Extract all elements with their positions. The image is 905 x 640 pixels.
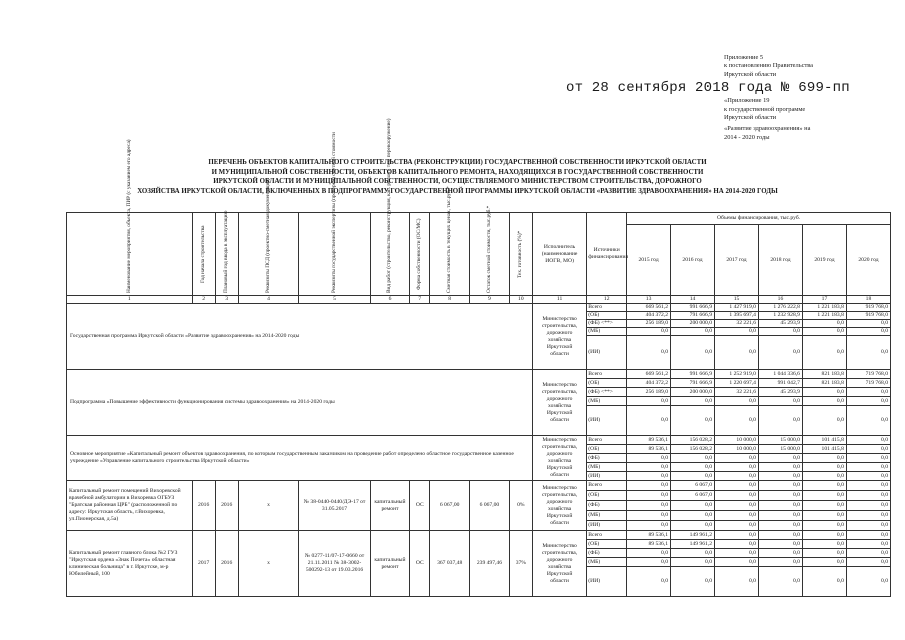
funding-value: 0,0 <box>802 567 846 597</box>
readiness: 0% <box>509 481 532 531</box>
funding-value: 0,0 <box>671 406 715 436</box>
funding-value: 0,0 <box>802 531 846 540</box>
funding-value: 149 961,2 <box>671 540 715 549</box>
funding-value: 0,0 <box>802 491 846 501</box>
funding-value: 404 372,2 <box>627 312 671 320</box>
funding-value: 0,0 <box>715 511 759 521</box>
column-number: 13 <box>627 296 671 304</box>
funding-source: (ФБ) <box>587 501 627 511</box>
executor-line: строительства, <box>541 549 578 556</box>
funding-value: 0,0 <box>846 481 890 491</box>
appendix-line: к постановлению Правительства <box>724 62 814 70</box>
appendix-line: «Приложение 19 <box>724 97 770 105</box>
funding-value: 0,0 <box>715 481 759 491</box>
psd-details: x <box>238 481 299 531</box>
funding-value: 0,0 <box>671 454 715 463</box>
executor-line: Иркутской <box>546 409 573 416</box>
year-header: 2015 год <box>627 225 671 296</box>
funding-source: (ФБ) <box>587 549 627 558</box>
column-number: 11 <box>532 296 586 304</box>
title-line: И МУНИЦИПАЛЬНОЙ СОБСТВЕННОСТИ, ОБЪЕКТОВ КАПИТАЛЬНОГО РЕМОНТА, НАХОДЯЩИХСЯ В ГОСУДАРСТВЕННОЙ СОБСТВЕННОСТИ <box>211 168 704 176</box>
col-header: Исполнитель (наименование ИОГВ, МО) <box>532 213 586 296</box>
col-header: Источники финансирования <box>587 213 627 296</box>
column-number: 15 <box>715 296 759 304</box>
funding-value: 0,0 <box>627 336 671 370</box>
funding-value: 101 415,8 <box>802 445 846 454</box>
executor-line: строительства, <box>541 388 578 395</box>
column-numbers-row <box>67 296 891 304</box>
funding-source: Всего <box>587 436 627 445</box>
funding-source: Всего <box>587 531 627 540</box>
funding-source: (МБ) <box>587 397 627 406</box>
funding-value: 0,0 <box>715 549 759 558</box>
col-header: Форма собственности (ОС/МС) <box>416 218 423 290</box>
funding-value: 0,0 <box>846 511 890 521</box>
executor-line: дорожного <box>546 395 573 402</box>
col-header: Сметная стоимость в текущих ценах, тыс.руб.* <box>446 186 453 293</box>
funding-value: 791 666,9 <box>671 312 715 320</box>
funding-value: 1 221 183,8 <box>802 304 846 312</box>
estimated-cost: 367 037,48 <box>430 531 470 597</box>
funding-value: 0,0 <box>758 406 802 436</box>
funding-value: 0,0 <box>758 397 802 406</box>
funding-value: 0,0 <box>627 549 671 558</box>
funding-value: 0,0 <box>846 328 890 336</box>
funding-value: 0,0 <box>758 463 802 472</box>
funding-source: (ИИ) <box>587 336 627 370</box>
funding-value: 0,0 <box>671 521 715 531</box>
funding-source: (МБ) <box>587 558 627 567</box>
funding-value: 0,0 <box>846 521 890 531</box>
funding-source: (ФБ) <box>587 454 627 463</box>
funding-value: 0,0 <box>715 501 759 511</box>
executor-line: дорожного <box>546 498 573 505</box>
funding-value: 0,0 <box>802 472 846 481</box>
executor-cell <box>532 436 586 481</box>
funding-value: 0,0 <box>846 472 890 481</box>
row-title: Государственная программа Иркутской области «Развитие здравоохранения» на 2014-2020 годы <box>67 304 533 370</box>
funding-value: 89 536,1 <box>627 436 671 445</box>
funding-value: 1 220 697,4 <box>715 379 759 388</box>
object-name: Капитальный ремонт главного блока №2 ГУЗ "Иркутская ордена «Знак Почета» областная клиническая больница" в г. Иркутске, м-р Юбилейный, 100 <box>67 531 193 597</box>
funding-value: 15 000,0 <box>758 445 802 454</box>
executor-line: Министерство <box>542 484 577 491</box>
commission-year: 2016 <box>215 481 238 531</box>
funding-value: 1 395 697,4 <box>715 312 759 320</box>
col-header: Тех. готовность (%)* <box>517 230 524 278</box>
funding-value: 0,0 <box>627 511 671 521</box>
funding-value: 89 536,1 <box>627 445 671 454</box>
funding-value: 991 666,9 <box>671 304 715 312</box>
funding-value: 0,0 <box>627 567 671 597</box>
expertise-details: № 38-0440-0440/ДЭ-17 от 31.05.2017 <box>299 481 370 531</box>
funding-value: 0,0 <box>802 388 846 397</box>
funding-value: 6 067,0 <box>671 491 715 501</box>
funding-value: 919 768,0 <box>846 312 890 320</box>
funding-value: 0,0 <box>846 397 890 406</box>
funding-value: 0,0 <box>715 406 759 436</box>
funding-value: 0,0 <box>802 481 846 491</box>
funding-value: 1 276 222,8 <box>758 304 802 312</box>
funding-value: 0,0 <box>715 491 759 501</box>
year-header: 2019 год <box>802 225 846 296</box>
executor-line: области <box>550 350 569 357</box>
funding-value: 89 536,1 <box>627 540 671 549</box>
funding-value: 32 221,6 <box>715 388 759 397</box>
funding-value: 0,0 <box>846 436 890 445</box>
appendix-line: Приложение 5 <box>724 54 764 61</box>
column-number: 7 <box>410 296 430 304</box>
column-number: 17 <box>802 296 846 304</box>
funding-value: 0,0 <box>758 328 802 336</box>
funding-value: 0,0 <box>627 397 671 406</box>
funding-value: 0,0 <box>846 388 890 397</box>
funding-source: (ФБ) <**> <box>587 388 627 397</box>
title-line: ИРКУТСКОЙ ОБЛАСТИ И МУНИЦИПАЛЬНОЙ СОБСТВЕННОСТИ, ОСУЩЕСТВЛЯЕМОГО МИНИСТЕРСТВОМ СТРОИТЕЛЬСТВА, ДОРОЖНОГО <box>213 178 702 186</box>
commission-year: 2016 <box>215 531 238 597</box>
table-row <box>67 481 891 491</box>
funding-value: 0,0 <box>671 558 715 567</box>
funding-value: 156 028,2 <box>671 436 715 445</box>
funding-value: 0,0 <box>846 445 890 454</box>
funding-value: 0,0 <box>715 336 759 370</box>
funding-value: 0,0 <box>758 454 802 463</box>
executor-line: строительства, <box>541 322 578 329</box>
funding-value: 10 000,0 <box>715 445 759 454</box>
funding-value: 15 000,0 <box>758 436 802 445</box>
funding-source: Всего <box>587 304 627 312</box>
document-title <box>40 158 875 196</box>
funding-value: 0,0 <box>802 454 846 463</box>
executor-line: области <box>550 577 569 584</box>
funding-value: 719 768,0 <box>846 370 890 379</box>
funding-source: (ИИ) <box>587 472 627 481</box>
funding-value: 0,0 <box>627 558 671 567</box>
readiness: 37% <box>509 531 532 597</box>
funding-value: 919 768,0 <box>846 304 890 312</box>
funding-value: 821 183,8 <box>802 370 846 379</box>
column-number: 1 <box>67 296 193 304</box>
title-line: ПЕРЕЧЕНЬ ОБЪЕКТОВ КАПИТАЛЬНОГО СТРОИТЕЛЬСТВА (РЕКОНСТРУКЦИИ) ГОСУДАРСТВЕННОЙ СОБСТВЕННОСТИ ИРКУТСКОЙ ОБЛАСТИ <box>208 159 707 166</box>
funding-value: 0,0 <box>671 511 715 521</box>
executor-line: Министерство <box>542 381 577 388</box>
funding-source: Всего <box>587 370 627 379</box>
funding-value: 1 221 183,8 <box>802 312 846 320</box>
funding-source: (МБ) <box>587 328 627 336</box>
funding-value: 1 252 919,0 <box>715 370 759 379</box>
funding-value: 0,0 <box>627 472 671 481</box>
funding-value: 669 561,2 <box>627 370 671 379</box>
funding-value: 200 000,0 <box>671 320 715 328</box>
funding-value: 0,0 <box>758 491 802 501</box>
psd-details: x <box>238 531 299 597</box>
executor-line: Иркутской <box>546 570 573 577</box>
funding-value: 0,0 <box>627 406 671 436</box>
funding-value: 149 961,2 <box>671 531 715 540</box>
funding-value: 0,0 <box>671 501 715 511</box>
decree-date-number: от 28 сентября 2018 года № 699-пп <box>566 80 850 96</box>
funding-value: 0,0 <box>671 397 715 406</box>
funding-value: 10 000,0 <box>715 436 759 445</box>
col-header: Остаток сметной стоимости, тыс.руб.* <box>485 205 492 293</box>
funding-value: 0,0 <box>846 501 890 511</box>
appendix-line: «Развитие здравоохранения» на <box>724 125 811 133</box>
funding-value: 0,0 <box>758 501 802 511</box>
row-title: Подпрограмма «Повышение эффективности функционирования системы здравоохранения» на 2014-2020 годы <box>67 370 533 436</box>
funding-value: 0,0 <box>715 397 759 406</box>
funding-value: 0,0 <box>802 549 846 558</box>
appendix-line: Иркутской области <box>724 70 777 78</box>
funding-value: 0,0 <box>627 501 671 511</box>
funding-value: 0,0 <box>758 567 802 597</box>
funding-source: (ИИ) <box>587 567 627 597</box>
funding-source: (ОБ) <box>587 491 627 501</box>
object-name: Капитальный ремонт помещений Вихоревской врачебной амбулатории в Вихоревка ОГБУЗ "Братская районная ЦРБ" (расположенной по адресу: Иркутская область, г.Вихоревка, ул.Пионерская, д.5а) <box>67 481 193 531</box>
appendix-line: Иркутской области <box>724 114 777 122</box>
executor-cell <box>532 304 586 370</box>
executor-cell <box>532 481 586 531</box>
funding-value: 45 293,9 <box>758 320 802 328</box>
funding-value: 0,0 <box>802 521 846 531</box>
funding-value: 0,0 <box>715 472 759 481</box>
executor-line: Иркутской <box>546 343 573 350</box>
work-type: капитальный ремонт <box>370 481 410 531</box>
funding-value: 0,0 <box>715 328 759 336</box>
funding-value: 0,0 <box>715 567 759 597</box>
table-row <box>67 531 891 540</box>
funding-value: 101 415,8 <box>802 436 846 445</box>
appendix-block <box>724 54 894 142</box>
funding-value: 45 293,9 <box>758 388 802 397</box>
funding-value: 0,0 <box>758 336 802 370</box>
funding-value: 6 067,0 <box>671 481 715 491</box>
funding-value: 0,0 <box>846 549 890 558</box>
funding-value: 1 044 336,6 <box>758 370 802 379</box>
executor-line: хозяйства <box>548 336 572 343</box>
funding-value: 0,0 <box>802 406 846 436</box>
year-header: 2020 год <box>846 225 890 296</box>
funding-value: 0,0 <box>715 558 759 567</box>
funding-value: 32 221,6 <box>715 320 759 328</box>
executor-line: Министерство <box>542 542 577 549</box>
start-year: 2016 <box>192 481 215 531</box>
funding-value: 0,0 <box>627 454 671 463</box>
funding-source: (ФБ) <**> <box>587 320 627 328</box>
funding-value: 821 183,8 <box>802 379 846 388</box>
funding-source: (МБ) <box>587 463 627 472</box>
funding-value: 156 028,2 <box>671 445 715 454</box>
executor-line: хозяйства <box>548 505 572 512</box>
column-number: 6 <box>370 296 410 304</box>
funding-value: 0,0 <box>802 397 846 406</box>
executor-line: хозяйства <box>548 402 572 409</box>
funding-value: 89 536,1 <box>627 531 671 540</box>
expertise-details: № 0277-11/07-17-0660 от 21.11.2011 № 38-3002-500292-13 от 19.03.2016 <box>299 531 370 597</box>
funding-value: 0,0 <box>846 540 890 549</box>
title-line: ХОЗЯЙСТВА ИРКУТСКОЙ ОБЛАСТИ, ВКЛЮЧЕННЫХ В ПОДПРОГРАММУ ГОСУДАРСТВЕННОЙ ПРОГРАММЫ ИРКУТСКОЙ ОБЛАСТИ «РАЗВИТИЕ ЗДРАВООХРАНЕНИЯ» НА 2014-2020 ГОДЫ <box>137 187 778 195</box>
funding-value: 0,0 <box>715 540 759 549</box>
col-header: Плановый год ввода в эксплуатацию <box>223 210 230 293</box>
estimated-cost: 6 067,00 <box>430 481 470 531</box>
funding-value: 0,0 <box>846 531 890 540</box>
funding-value: 0,0 <box>671 549 715 558</box>
row-title: Основное мероприятие «Капитальный ремонт объектов здравоохранения, по которым государственным заказчиком на проведение работ определено областное государственное казенное учреждение «Управление капитального строительства Иркутской области» <box>67 436 533 481</box>
funding-value: 0,0 <box>758 521 802 531</box>
funding-value: 0,0 <box>627 481 671 491</box>
funding-value: 991 042,7 <box>758 379 802 388</box>
funding-value: 991 666,9 <box>671 370 715 379</box>
funding-value: 0,0 <box>802 511 846 521</box>
remaining-cost: 239 497,46 <box>470 531 510 597</box>
funding-value: 0,0 <box>715 531 759 540</box>
funding-value: 0,0 <box>758 531 802 540</box>
funding-value: 0,0 <box>715 463 759 472</box>
year-header: 2016 год <box>671 225 715 296</box>
funding-value: 0,0 <box>846 336 890 370</box>
funding-value: 0,0 <box>846 567 890 597</box>
table-row <box>67 370 891 379</box>
column-number: 16 <box>758 296 802 304</box>
col-header: Вид работ (строительство, реконструкция, кап. ремонт, тех. перевооружение) <box>386 118 393 293</box>
funding-source: (ОБ) <box>587 540 627 549</box>
col-header: Год начала строительства <box>200 225 207 283</box>
funding-value: 0,0 <box>758 549 802 558</box>
column-number: 2 <box>192 296 215 304</box>
funding-value: 0,0 <box>802 328 846 336</box>
col-header: Реквизиты ПСД (проектно-сметная документация) <box>265 178 272 293</box>
executor-line: дорожного <box>546 556 573 563</box>
funding-value: 404 372,2 <box>627 379 671 388</box>
funding-value: 0,0 <box>846 454 890 463</box>
column-number: 12 <box>587 296 627 304</box>
remaining-cost: 6 067,00 <box>470 481 510 531</box>
executor-line: дорожного <box>546 329 573 336</box>
funding-value: 0,0 <box>671 463 715 472</box>
col-header: Реквизиты государственной экспертизы (проверки) сметной стоимости <box>331 132 337 293</box>
funding-value: 0,0 <box>671 472 715 481</box>
funding-value: 0,0 <box>715 454 759 463</box>
executor-line: хозяйства <box>548 458 572 464</box>
funding-value: 1 427 919,0 <box>715 304 759 312</box>
financing-header: Объемы финансирования, тыс.руб. <box>627 213 891 225</box>
funding-value: 0,0 <box>846 491 890 501</box>
executor-line: области <box>550 416 569 423</box>
funding-value: 0,0 <box>846 558 890 567</box>
executor-cell <box>532 370 586 436</box>
year-header: 2017 год <box>715 225 759 296</box>
funding-value: 0,0 <box>802 558 846 567</box>
funding-value: 0,0 <box>802 336 846 370</box>
funding-value: 0,0 <box>758 481 802 491</box>
col-header: Наименование мероприятия, объекта, ПИР (с указанием его адреса) <box>125 139 132 293</box>
funding-value: 0,0 <box>671 336 715 370</box>
funding-value: 0,0 <box>627 491 671 501</box>
funding-value: 0,0 <box>758 511 802 521</box>
column-number: 5 <box>299 296 370 304</box>
funding-source: Всего <box>587 481 627 491</box>
funding-source: (ОБ) <box>587 379 627 388</box>
column-number: 10 <box>509 296 532 304</box>
executor-line: области <box>550 472 569 478</box>
column-number: 9 <box>470 296 510 304</box>
funding-value: 0,0 <box>671 328 715 336</box>
ownership: ОС <box>410 531 430 597</box>
executor-line: Иркутской <box>546 465 573 471</box>
funding-value: 0,0 <box>846 320 890 328</box>
executor-line: области <box>550 519 569 526</box>
funding-value: 200 000,0 <box>671 388 715 397</box>
executor-cell <box>532 531 586 597</box>
funding-value: 0,0 <box>758 540 802 549</box>
column-number: 8 <box>430 296 470 304</box>
funding-value: 719 768,0 <box>846 379 890 388</box>
funding-value: 0,0 <box>627 463 671 472</box>
funding-value: 0,0 <box>758 472 802 481</box>
column-number: 4 <box>238 296 299 304</box>
funding-source: (ОБ) <box>587 312 627 320</box>
column-number: 14 <box>671 296 715 304</box>
funding-value: 0,0 <box>802 463 846 472</box>
funding-value: 256 189,0 <box>627 388 671 397</box>
funding-source: (МБ) <box>587 511 627 521</box>
funding-source: (ИИ) <box>587 406 627 436</box>
column-number: 3 <box>215 296 238 304</box>
funding-value: 0,0 <box>671 567 715 597</box>
funding-value: 0,0 <box>802 501 846 511</box>
work-type: капитальный ремонт <box>370 531 410 597</box>
table-row <box>67 436 891 445</box>
funding-value: 0,0 <box>627 328 671 336</box>
funding-value: 791 666,9 <box>671 379 715 388</box>
funding-value: 1 232 928,9 <box>758 312 802 320</box>
ownership: ОС <box>410 481 430 531</box>
funding-value: 256 189,0 <box>627 320 671 328</box>
column-number: 18 <box>846 296 890 304</box>
year-header: 2018 год <box>758 225 802 296</box>
funding-value: 669 561,2 <box>627 304 671 312</box>
table-row <box>67 304 891 312</box>
executor-line: строительства, <box>541 491 578 498</box>
executor-line: Иркутской <box>546 512 573 519</box>
appendix-line: 2014 - 2020 годы <box>724 133 770 141</box>
executor-line: Министерство <box>542 315 577 322</box>
appendix-line: к государственной программе <box>724 105 806 113</box>
funding-value: 0,0 <box>627 521 671 531</box>
funding-value: 0,0 <box>715 521 759 531</box>
executor-line: хозяйства <box>548 563 572 570</box>
funding-source: (ОБ) <box>587 445 627 454</box>
funding-value: 0,0 <box>758 558 802 567</box>
funding-source: (ИИ) <box>587 521 627 531</box>
funding-value: 0,0 <box>802 540 846 549</box>
executor-line: дорожного <box>546 451 573 457</box>
funding-value: 0,0 <box>846 406 890 436</box>
funding-value: 0,0 <box>802 320 846 328</box>
start-year: 2017 <box>192 531 215 597</box>
executor-line: Министерство <box>542 437 577 443</box>
executor-line: строительства, <box>541 444 578 450</box>
funding-value: 0,0 <box>846 463 890 472</box>
